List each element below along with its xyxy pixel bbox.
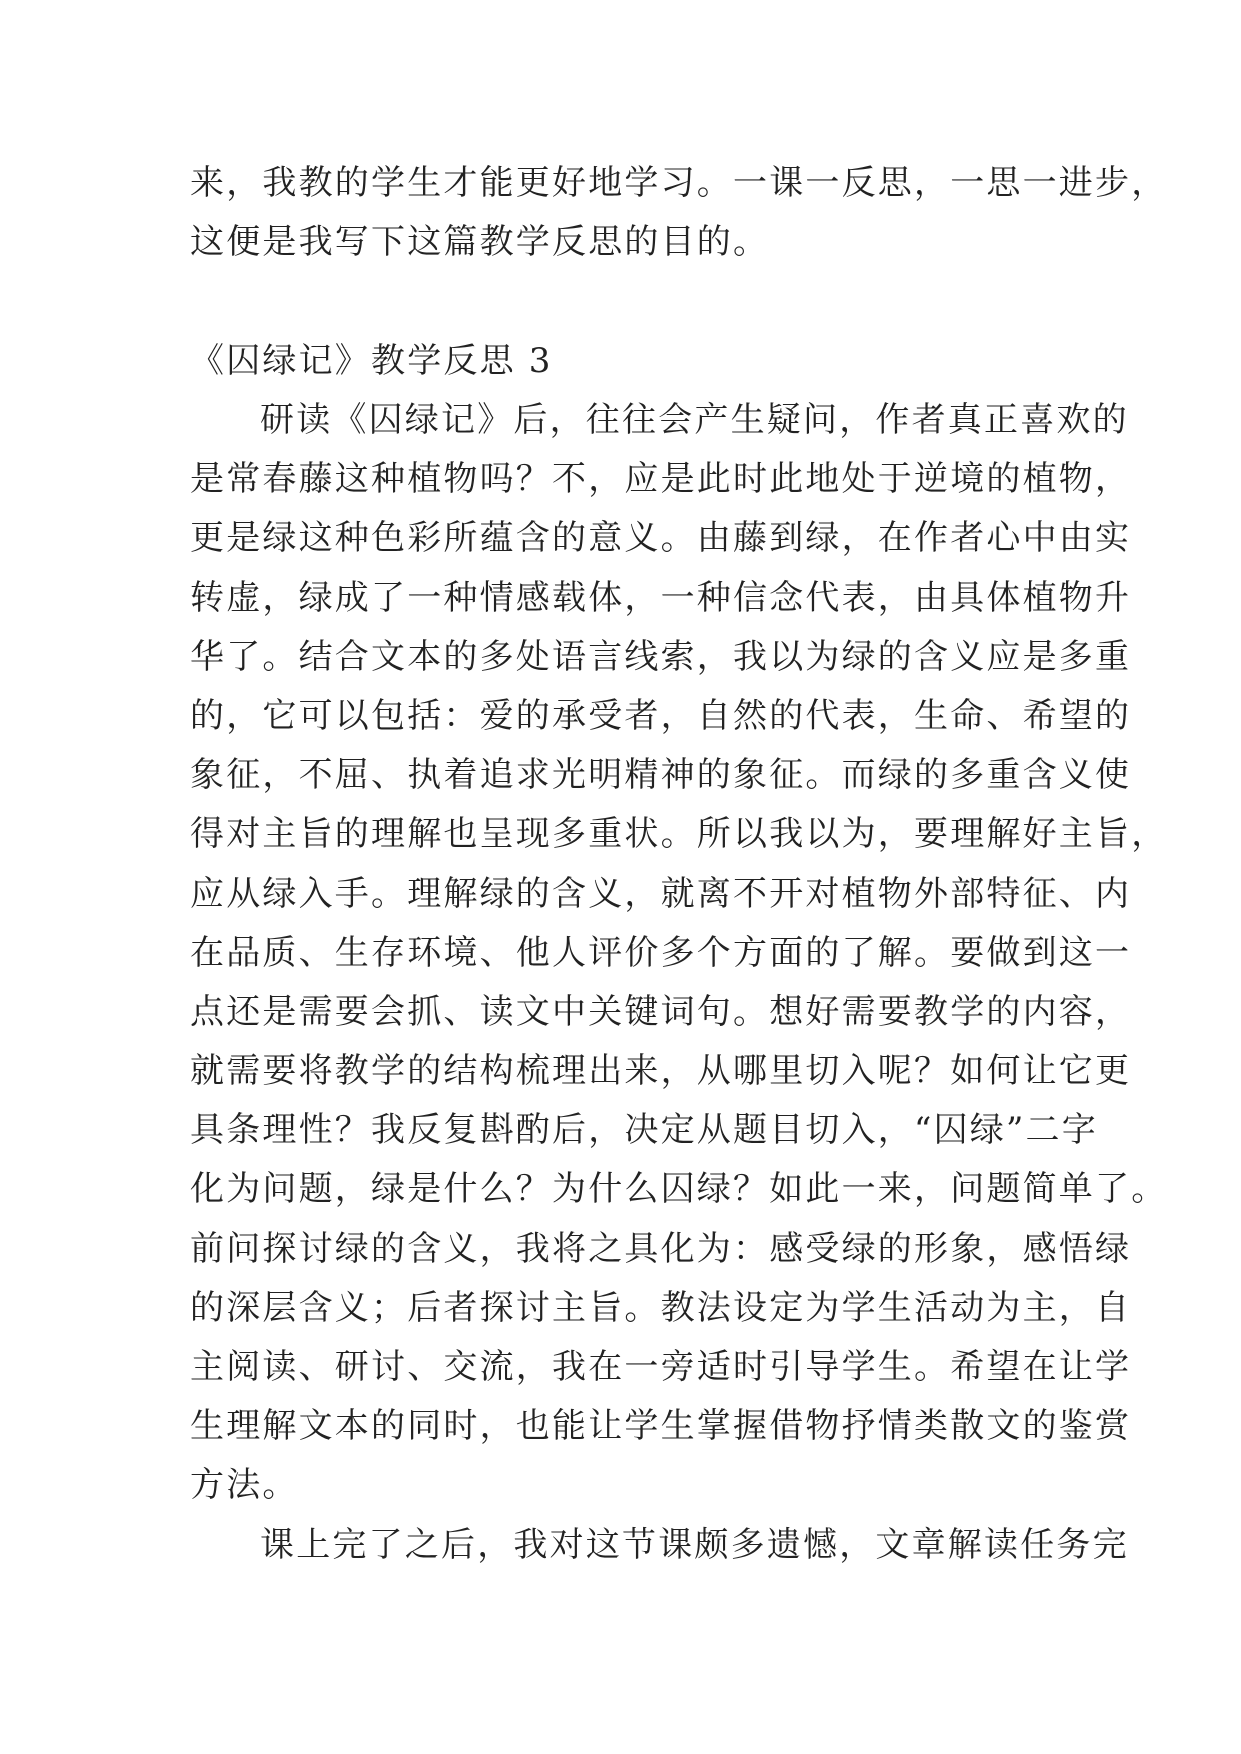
text-line: 具条理性？我反复斟酌后，决定从题目切入，“囚绿”二字 [190, 1110, 1098, 1151]
body-paragraph-1 [190, 391, 1168, 1516]
text-line: 转虚，绿成了一种情感载体，一种信念代表，由具体植物升 [190, 577, 1132, 618]
text-line: 的，它可以包括：爱的承受者，自然的代表，生命、希望的 [190, 695, 1132, 736]
text-line: 研读《囚绿记》后，往往会产生疑问，作者真正喜欢的 [260, 400, 1129, 440]
text-line: 应从绿入手。理解绿的含义，就离不开对植物外部特征、内 [190, 873, 1132, 914]
text-line: 前问探讨绿的含义，我将之具化为：感受绿的形象，感悟绿 [190, 1228, 1132, 1269]
text-line: 课上完了之后，我对这节课颇多遗憾，文章解读任务完 [260, 1525, 1129, 1565]
text-line: 更是绿这种色彩所蕴含的意义。由藤到绿，在作者心中由实 [190, 518, 1132, 559]
text-line: 主阅读、研讨、交流，我在一旁适时引导学生。希望在让学 [190, 1347, 1132, 1387]
text-line: 象征，不屈、执着追求光明精神的象征。而绿的多重含义使 [190, 755, 1132, 796]
text-line: 来，我教的学生才能更好地学习。一课一反思，一思一进步， [190, 163, 1168, 203]
body-paragraph-2 [190, 1516, 1129, 1575]
text-line: 点还是需要会抓、读文中关键词句。想好需要教学的内容， [190, 991, 1132, 1032]
section-title: 《囚绿记》教学反思 3 [190, 341, 553, 381]
text-line: 就需要将教学的结构梳理出来，从哪里切入呢？如何让它更 [190, 1051, 1132, 1092]
text-line: 生理解文本的同时，也能让学生掌握借物抒情类散文的鉴赏 [190, 1406, 1132, 1447]
text-line: 在品质、生存环境、他人评价多个方面的了解。要做到这一 [190, 932, 1132, 973]
text-line: 的深层含义；后者探讨主旨。教法设定为学生活动为主，自 [190, 1287, 1132, 1328]
text-line: 华了。结合文本的多处语言线索，我以为绿的含义应是多重 [190, 636, 1132, 677]
text-line: 方法。 [190, 1465, 299, 1506]
text-line: 化为问题，绿是什么？为什么囚绿？如此一来，问题简单了。 [190, 1169, 1168, 1210]
text-line: 这便是我写下这篇教学反思的目的。 [190, 222, 770, 263]
text-line: 得对主旨的理解也呈现多重状。所以我以为，要理解好主旨， [190, 814, 1168, 855]
intro-paragraph [190, 154, 1168, 272]
text-line: 是常春藤这种植物吗？不，应是此时此地处于逆境的植物， [190, 459, 1132, 500]
